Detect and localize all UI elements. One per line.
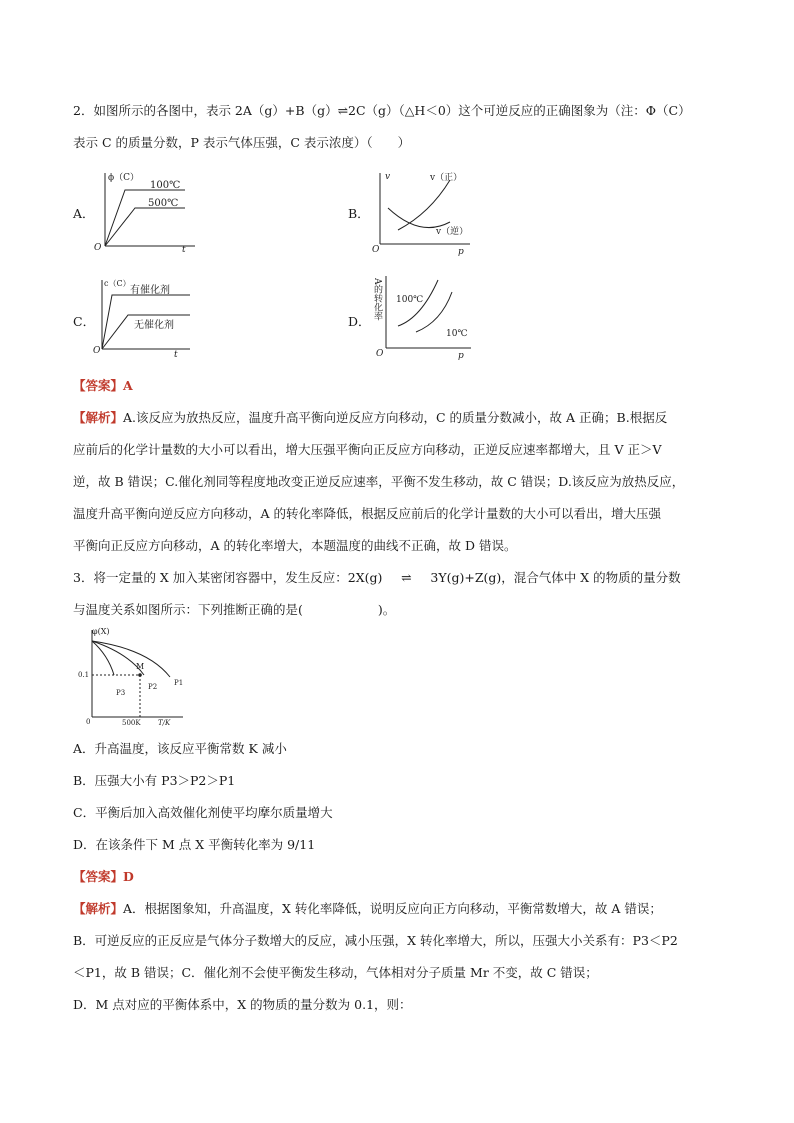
q2-stem-line2: 表示 C 的质量分数，P 表示气体压强，C 表示浓度）（ ）	[73, 135, 411, 150]
graph-c-curve1: 有催化剂	[130, 285, 170, 296]
q2-answer	[73, 378, 133, 394]
q2-option-d-label: D．	[348, 314, 371, 329]
graph-a-ylabel: ϕ（C）	[108, 173, 140, 183]
graph-c-origin: O	[93, 346, 101, 356]
answer-tag: 【答案】	[73, 869, 124, 884]
q2-option-c-label: C．	[73, 314, 96, 329]
curve-p1	[92, 641, 170, 677]
graph-d-curve2: 10℃	[446, 329, 468, 339]
q3-stem-part1: 3．将一定量的 X 加入某密闭容器中，发生反应：2X(g)	[73, 570, 383, 585]
curve-v-pos	[398, 180, 450, 230]
point-m	[138, 673, 142, 677]
q2-graph-b	[370, 168, 480, 258]
graph-b-curve2: v（逆）	[436, 227, 469, 237]
graph-d-origin: O	[376, 349, 384, 359]
graph-a-origin: O	[94, 243, 102, 253]
q2-graph-c	[90, 275, 200, 360]
q2-graph-a	[90, 168, 200, 253]
curve-p3	[92, 641, 114, 675]
analysis-tag: 【解析】	[73, 901, 124, 916]
graph-a-xlabel: t	[182, 245, 186, 253]
graph-b-ylabel: v	[385, 172, 391, 182]
q3-graph	[78, 625, 188, 730]
q3-analysis-line4: D．M 点对应的平衡体系中，X 的物质的量分数为 0.1，则：	[73, 997, 412, 1012]
q2-graph-d	[366, 268, 476, 360]
q2-analysis-line4: 温度升高平衡向逆反应方向移动，A 的转化率降低，根据反应前后的化学计量数的大小可以看出，增大压强	[73, 506, 662, 521]
q3-stem-line2: 与温度关系如图所示：下列推断正确的是( )。	[73, 602, 396, 617]
analysis-tag: 【解析】	[73, 410, 124, 425]
q3-graph-ylabel: φ(X)	[92, 627, 110, 636]
graph-b-origin: O	[372, 245, 380, 255]
curve-v-neg	[388, 208, 450, 228]
q3-analysis-line3: ＜P1，故 B 错误；C．催化剂不会使平衡发生移动，气体相对分子质量 Mr 不变，故 C 错误；	[73, 965, 598, 980]
q3-option-c: C．平衡后加入高效催化剂使平均摩尔质量增大	[73, 805, 333, 820]
answer-value: D	[123, 869, 134, 884]
q3-graph-tick: 0.1	[78, 671, 90, 679]
q3-option-b: B．压强大小有 P3＞P2＞P1	[73, 773, 236, 788]
graph-c-xlabel: t	[174, 350, 178, 360]
equilibrium-arrow-icon: ⇌	[401, 570, 412, 585]
analysis-text: A.该反应为放热反应，温度升高平衡向逆反应方向移动，C 的质量分数减小，故 A 正确；B.根据反	[123, 410, 668, 425]
q3-graph-point: M	[136, 662, 145, 671]
q3-graph-xlabel: T/K	[158, 719, 171, 727]
graph-d-ylabel: A的转化率	[372, 278, 382, 321]
q2-analysis-line1	[73, 410, 667, 426]
q3-analysis-line2: B．可逆反应的正反应是气体分子数增大的反应，减小压强，X 转化率增大，所以，压强大小关系有：P3＜P2	[73, 933, 678, 948]
q3-option-a: A．升高温度，该反应平衡常数 K 减小	[73, 741, 287, 756]
graph-a-curve1: 100℃	[150, 180, 181, 191]
graph-c-ylabel: c（C）	[104, 279, 131, 288]
q3-graph-p2: P2	[148, 683, 158, 691]
q2-option-a-label: A．	[73, 206, 95, 221]
q2-analysis-line2: 应前后的化学计量数的大小可以看出，增大压强平衡向正反应方向移动，正逆反应速率都增大，且 V 正＞V	[73, 442, 662, 457]
graph-d-xlabel: p	[458, 351, 464, 360]
q3-graph-p1: P1	[174, 679, 184, 687]
q3-answer	[73, 869, 134, 885]
answer-value: A	[123, 378, 133, 393]
graph-d-curve1: 100℃	[396, 295, 424, 305]
graph-b-curve1: v（正）	[430, 173, 463, 183]
q3-stem-part2: 3Y(g)+Z(g)，混合气体中 X 的物质的量分数	[430, 570, 681, 585]
q2-analysis-line3: 逆，故 B 错误；C.催化剂同等程度地改变正逆反应速率，平衡不发生移动，故 C 错误；D.该反应为放热反应，	[73, 474, 685, 489]
q2-analysis-line5: 平衡向正反应方向移动，A 的转化率增大，本题温度的曲线不正确，故 D 错误。	[73, 538, 517, 553]
q3-option-d: D．在该条件下 M 点 X 平衡转化率为 9/11	[73, 837, 316, 852]
q2-stem-line1: 2．如图所示的各图中，表示 2A（g）+B（g）⇌2C（g）（△H＜0）这个可逆反应的正确图象为（注：Φ（C）	[73, 103, 691, 118]
q3-graph-origin: 0	[86, 718, 91, 726]
q3-stem-line1	[73, 570, 681, 586]
graph-c-curve2: 无催化剂	[134, 320, 174, 331]
q3-graph-xtick: 500K	[122, 719, 141, 727]
answer-tag: 【答案】	[73, 378, 124, 393]
graph-a-curve2: 500℃	[148, 198, 179, 209]
graph-b-xlabel: p	[458, 247, 464, 257]
q3-graph-p3: P3	[116, 689, 126, 697]
analysis-text: A．根据图象知，升高温度，X 转化率降低，说明反应向正方向移动，平衡常数增大，故 A 错误；	[123, 901, 662, 916]
q3-analysis-line1	[73, 901, 662, 917]
q2-option-b-label: B．	[348, 206, 370, 221]
